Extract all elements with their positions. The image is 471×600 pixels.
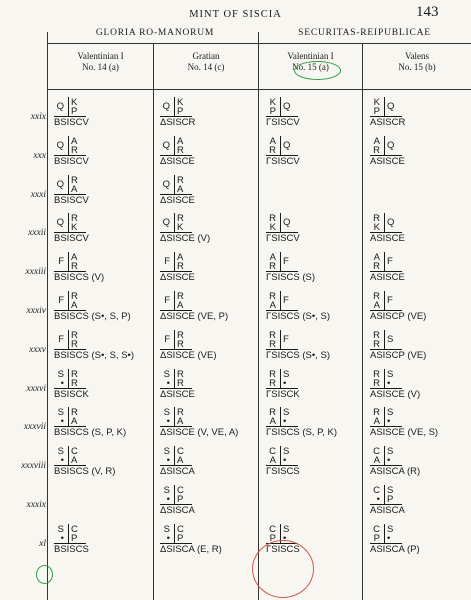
field-left-letters: R K <box>269 213 276 234</box>
column-header-2 <box>154 51 258 73</box>
mintmark-cell <box>54 291 131 322</box>
exergue-mark: ΓSISCV <box>266 155 300 167</box>
field-right-letters: A R <box>71 252 78 273</box>
row-label: xxxii <box>28 228 46 239</box>
green-circle-annotation <box>36 565 53 584</box>
field-right-letters: R A <box>71 407 78 428</box>
mintmark-cell <box>54 407 127 439</box>
column-divider <box>47 32 48 600</box>
field-right-letters: K P <box>71 97 78 117</box>
exergue-mark: BSISCS <box>54 543 89 555</box>
field-right-letters: F <box>283 256 289 268</box>
group-heading-securitas: SECURITAS-REIPUBLICAE <box>298 28 431 38</box>
mintmark-cell <box>266 98 298 128</box>
mintmark-cell <box>370 135 405 167</box>
mintmark-cell <box>54 174 89 206</box>
field-divider <box>280 97 281 117</box>
field-divider <box>280 446 281 466</box>
field-right-letters: C A <box>71 446 78 467</box>
exergue-mark: BSISCK <box>54 388 89 400</box>
field-left-letters: R R <box>373 329 380 350</box>
exergue-mark: ΔSISCE (V, VE, A) <box>160 427 239 439</box>
column-ruler-name: Valens <box>405 51 429 61</box>
field-divider <box>384 485 385 505</box>
exergue-mark: ΓSISCS (S, P, K) <box>266 427 338 439</box>
exergue-mark: ASISCP (VE) <box>370 349 427 361</box>
field-divider <box>68 446 69 466</box>
exergue-mark: ASISCR <box>370 117 406 128</box>
field-left-letters: S • <box>163 368 170 389</box>
mintmark-cell <box>266 407 338 439</box>
field-left-letters: F <box>164 333 170 345</box>
field-right-letters: R K <box>177 213 184 234</box>
field-divider <box>174 524 175 544</box>
field-right-letters: R A <box>177 174 184 195</box>
column-header-rule <box>47 89 471 90</box>
field-left-letters: Q <box>162 217 170 229</box>
field-right-letters: A R <box>177 252 184 273</box>
exergue-mark: BSISCS (S•, S, P) <box>54 311 131 322</box>
exergue-mark: ΔSISCE (V) <box>160 233 211 245</box>
field-left-letters: S • <box>57 523 64 544</box>
mintmark-cell <box>160 446 195 478</box>
field-divider <box>280 136 281 156</box>
field-right-letters: S P <box>387 485 394 505</box>
exergue-mark: ΔSISCA <box>160 505 195 516</box>
mintmark-cell <box>370 368 421 400</box>
exergue-mark: ΔSISCA <box>160 466 195 478</box>
mintmark-cell <box>160 97 196 128</box>
column-ruler-name: Valentinian I <box>287 51 334 61</box>
field-left-letters: A R <box>373 252 380 273</box>
row-label: xxix <box>30 112 46 122</box>
field-right-letters: S <box>387 333 394 345</box>
field-right-letters: R R <box>71 368 78 389</box>
exergue-mark: BSISCS (S, P, K) <box>54 427 127 439</box>
field-divider <box>68 524 69 544</box>
field-left-letters: S • <box>57 446 64 467</box>
mintmark-cell <box>370 97 406 128</box>
exergue-mark: ASISCA (P) <box>370 543 420 555</box>
field-divider <box>384 369 385 389</box>
field-left-letters: S • <box>163 446 170 467</box>
mintmark-cell <box>160 291 229 322</box>
field-divider <box>384 524 385 544</box>
field-right-letters: F <box>387 256 393 268</box>
field-right-letters: S • <box>283 368 290 389</box>
field-right-letters: R R <box>71 329 78 350</box>
exergue-mark: BSISCS (V, R) <box>54 466 116 478</box>
column-divider <box>362 44 363 600</box>
field-right-letters: Q <box>387 139 395 151</box>
field-divider <box>68 330 69 350</box>
field-left-letters: R R <box>269 368 276 389</box>
column-ruler-name: Valentinian I <box>77 51 124 61</box>
field-right-letters: R A <box>71 174 78 195</box>
field-divider <box>384 213 385 233</box>
field-left-letters: C A <box>269 446 276 467</box>
field-left-letters: S • <box>57 368 64 389</box>
field-right-letters: S • <box>283 446 290 467</box>
field-divider <box>174 252 175 272</box>
mintmark-cell <box>266 214 298 244</box>
field-right-letters: Q <box>387 101 395 112</box>
row-label: xxxv <box>29 344 46 355</box>
mintmark-cell <box>54 252 105 284</box>
field-left-letters: Q <box>56 101 64 112</box>
exergue-mark: BSISCS (S•, S, S•) <box>54 349 135 361</box>
field-divider <box>280 291 281 311</box>
mintmark-cell <box>54 368 89 400</box>
field-left-letters: S • <box>163 523 170 544</box>
row-label: xxxi <box>30 189 46 200</box>
mintmark-cell <box>160 523 222 555</box>
mintmark-cell <box>266 329 330 361</box>
field-divider <box>68 175 69 195</box>
header-rule <box>47 43 471 44</box>
mintmark-cell <box>54 523 89 555</box>
field-left-letters: F <box>164 256 170 268</box>
field-left-letters: F <box>164 295 170 306</box>
mintmark-cell <box>370 252 405 284</box>
field-right-letters: R A <box>71 291 78 311</box>
field-right-letters: F <box>387 295 393 306</box>
exergue-mark: BSISCV <box>54 155 89 167</box>
field-left-letters: Q <box>56 139 64 151</box>
column-ref: No. 15 (b) <box>398 62 436 72</box>
field-divider <box>384 97 385 117</box>
field-right-letters: F <box>283 295 289 306</box>
row-label: xl <box>39 538 46 549</box>
mintmark-cell <box>160 213 211 245</box>
mintmark-cell <box>54 97 89 128</box>
exergue-mark: ΓSISCS <box>266 466 300 478</box>
field-left-letters: A R <box>269 252 276 273</box>
exergue-mark: ΓSISCV <box>266 117 300 128</box>
mintmark-cell <box>160 485 195 516</box>
field-right-letters: A R <box>71 135 78 156</box>
field-divider <box>384 291 385 311</box>
field-right-letters: R R <box>177 329 184 350</box>
exergue-mark: ΔSISCE <box>160 194 195 206</box>
exergue-mark: ASISCE (V) <box>370 388 421 400</box>
mintmark-cell <box>370 407 439 439</box>
field-left-letters: R A <box>373 407 380 428</box>
row-label: xxxviii <box>21 461 46 472</box>
field-divider <box>174 136 175 156</box>
column-header-4 <box>363 51 471 73</box>
column-divider <box>153 44 154 600</box>
row-label: xxxvii <box>23 422 46 433</box>
group-heading-gloria: GLORIA RO-MANORUM <box>95 28 215 38</box>
field-left-letters: Q <box>56 217 64 229</box>
field-left-letters: Q <box>162 101 170 112</box>
field-divider <box>280 369 281 389</box>
field-divider <box>384 446 385 466</box>
exergue-mark: ASISCP (VE) <box>370 311 427 322</box>
field-right-letters: R A <box>177 291 184 311</box>
exergue-mark: ASISCE <box>370 233 405 245</box>
exergue-mark: BSISCV <box>54 194 89 206</box>
mintmark-cell <box>160 174 195 206</box>
field-right-letters: Q <box>283 139 291 151</box>
field-divider <box>384 407 385 427</box>
mintmark-cell <box>160 368 195 400</box>
mintmark-cell <box>54 213 89 245</box>
field-right-letters: C P <box>177 485 184 505</box>
field-left-letters: F <box>58 295 64 306</box>
field-divider <box>280 252 281 272</box>
column-ref: No. 15 (a) <box>292 62 329 72</box>
column-header-1 <box>48 51 153 73</box>
field-divider <box>68 369 69 389</box>
page-title: MINT OF SISCIA <box>189 9 282 20</box>
column-ref: No. 14 (c) <box>187 62 225 72</box>
red-circle-annotation <box>252 540 314 598</box>
mintmark-cell <box>266 137 298 167</box>
exergue-mark: ASISCE (VE, S) <box>370 427 439 439</box>
exergue-mark: BSISCV <box>54 233 89 245</box>
mintmark-cell <box>370 523 420 555</box>
exergue-mark: ΔSISCE (VE) <box>160 349 217 361</box>
mintmark-cell <box>266 370 298 400</box>
exergue-mark: ΓSISCS (S) <box>266 272 316 284</box>
field-divider <box>174 97 175 117</box>
field-divider <box>280 407 281 427</box>
mintmark-cell <box>370 329 427 361</box>
field-divider <box>68 407 69 427</box>
mintmark-cell <box>160 252 195 284</box>
field-divider <box>280 330 281 350</box>
field-left-letters: R A <box>373 291 380 311</box>
row-label: xxxvi <box>26 383 46 394</box>
field-divider <box>174 330 175 350</box>
field-left-letters: S • <box>57 407 64 428</box>
field-right-letters: K P <box>177 97 184 117</box>
row-label: xxxiii <box>25 267 46 278</box>
field-left-letters: R A <box>269 407 276 428</box>
field-left-letters: R R <box>373 368 380 389</box>
field-left-letters: C P <box>373 523 380 544</box>
field-left-letters: S • <box>163 485 170 505</box>
row-label: xxxiv <box>26 306 46 316</box>
field-divider <box>174 291 175 311</box>
exergue-mark: ΔSISCE <box>160 388 195 400</box>
field-right-letters: F <box>283 333 289 345</box>
mintmark-cell <box>370 446 421 478</box>
field-left-letters: F <box>58 256 64 268</box>
field-right-letters: C P <box>177 523 184 544</box>
mintmark-cell <box>370 213 405 245</box>
field-right-letters: A R <box>177 135 184 156</box>
field-divider <box>384 136 385 156</box>
column-divider <box>258 32 259 600</box>
row-label: xxxix <box>26 500 46 510</box>
exergue-mark: ΔSISCA (E, R) <box>160 543 222 555</box>
field-left-letters: Q <box>56 178 64 190</box>
exergue-mark: ΓSISCS (S•, S) <box>266 311 330 322</box>
field-divider <box>280 213 281 233</box>
field-left-letters: C • <box>373 485 380 505</box>
mintmark-cell <box>370 291 427 322</box>
exergue-mark: BSISCS (V) <box>54 272 105 284</box>
column-ref: No. 14 (a) <box>82 62 119 72</box>
field-left-letters: C P <box>269 523 276 544</box>
exergue-mark: ASISCA (R) <box>370 466 421 478</box>
mintmark-cell <box>266 291 330 322</box>
field-left-letters: A R <box>269 135 276 156</box>
exergue-mark: ΓSISCK <box>266 388 300 400</box>
green-circle-annotation <box>294 61 341 80</box>
field-right-letters: Q <box>283 101 291 112</box>
exergue-mark: BSISCV <box>54 117 89 128</box>
field-left-letters: K P <box>269 97 276 117</box>
field-divider <box>68 291 69 311</box>
exergue-mark: ΔSISCE (VE, P) <box>160 311 229 322</box>
mintmark-cell <box>266 252 316 284</box>
field-left-letters: R K <box>373 213 380 234</box>
mintmark-cell <box>54 135 89 167</box>
field-right-letters: R K <box>71 213 78 234</box>
field-right-letters: S • <box>387 368 394 389</box>
field-left-letters: Q <box>162 139 170 151</box>
field-right-letters: R A <box>177 407 184 428</box>
exergue-mark: ΓSISCV <box>266 233 300 245</box>
field-divider <box>174 175 175 195</box>
exergue-mark: ΓSISCS (S•, S) <box>266 349 330 361</box>
field-right-letters: S • <box>283 407 290 428</box>
page-number: 143 <box>416 4 439 20</box>
field-divider <box>68 213 69 233</box>
field-divider <box>174 369 175 389</box>
field-divider <box>384 252 385 272</box>
field-right-letters: Q <box>387 217 395 229</box>
mintmark-cell <box>54 329 135 361</box>
field-left-letters: S • <box>163 407 170 428</box>
row-label: xxx <box>33 150 46 161</box>
field-right-letters: S • <box>387 446 394 467</box>
field-right-letters: C A <box>177 446 184 467</box>
field-divider <box>68 252 69 272</box>
column-ruler-name: Gratian <box>192 51 220 61</box>
field-right-letters: S • <box>283 523 290 544</box>
field-right-letters: S • <box>387 407 394 428</box>
field-left-letters: F <box>58 333 64 345</box>
field-left-letters: R A <box>269 291 276 311</box>
field-divider <box>174 213 175 233</box>
mintmark-cell <box>370 485 405 516</box>
exergue-mark: ΔSISCE <box>160 272 195 284</box>
exergue-mark: ΔSISCE <box>160 155 195 167</box>
field-right-letters: Q <box>283 217 291 229</box>
field-divider <box>68 136 69 156</box>
field-divider <box>174 446 175 466</box>
field-divider <box>174 407 175 427</box>
field-divider <box>384 330 385 350</box>
mintmark-cell <box>266 447 298 477</box>
mintmark-cell <box>160 135 195 167</box>
field-left-letters: R R <box>269 329 276 350</box>
exergue-mark: ΓSISCS <box>266 543 300 555</box>
exergue-mark: ASISCE <box>370 155 405 167</box>
field-left-letters: K P <box>373 97 380 117</box>
mintmark-cell <box>160 407 239 439</box>
field-left-letters: Q <box>162 178 170 190</box>
field-right-letters: S • <box>387 523 394 544</box>
exergue-mark: ΔSISCR <box>160 117 196 128</box>
field-right-letters: R R <box>177 368 184 389</box>
mintmark-cell <box>54 446 116 478</box>
field-divider <box>68 97 69 117</box>
exergue-mark: ASISCE <box>370 272 405 284</box>
mintmark-cell <box>160 329 217 361</box>
field-divider <box>174 485 175 505</box>
field-left-letters: C A <box>373 446 380 467</box>
field-left-letters: A R <box>373 135 380 156</box>
exergue-mark: ASISCA <box>370 505 405 516</box>
field-right-letters: C P <box>71 523 78 544</box>
